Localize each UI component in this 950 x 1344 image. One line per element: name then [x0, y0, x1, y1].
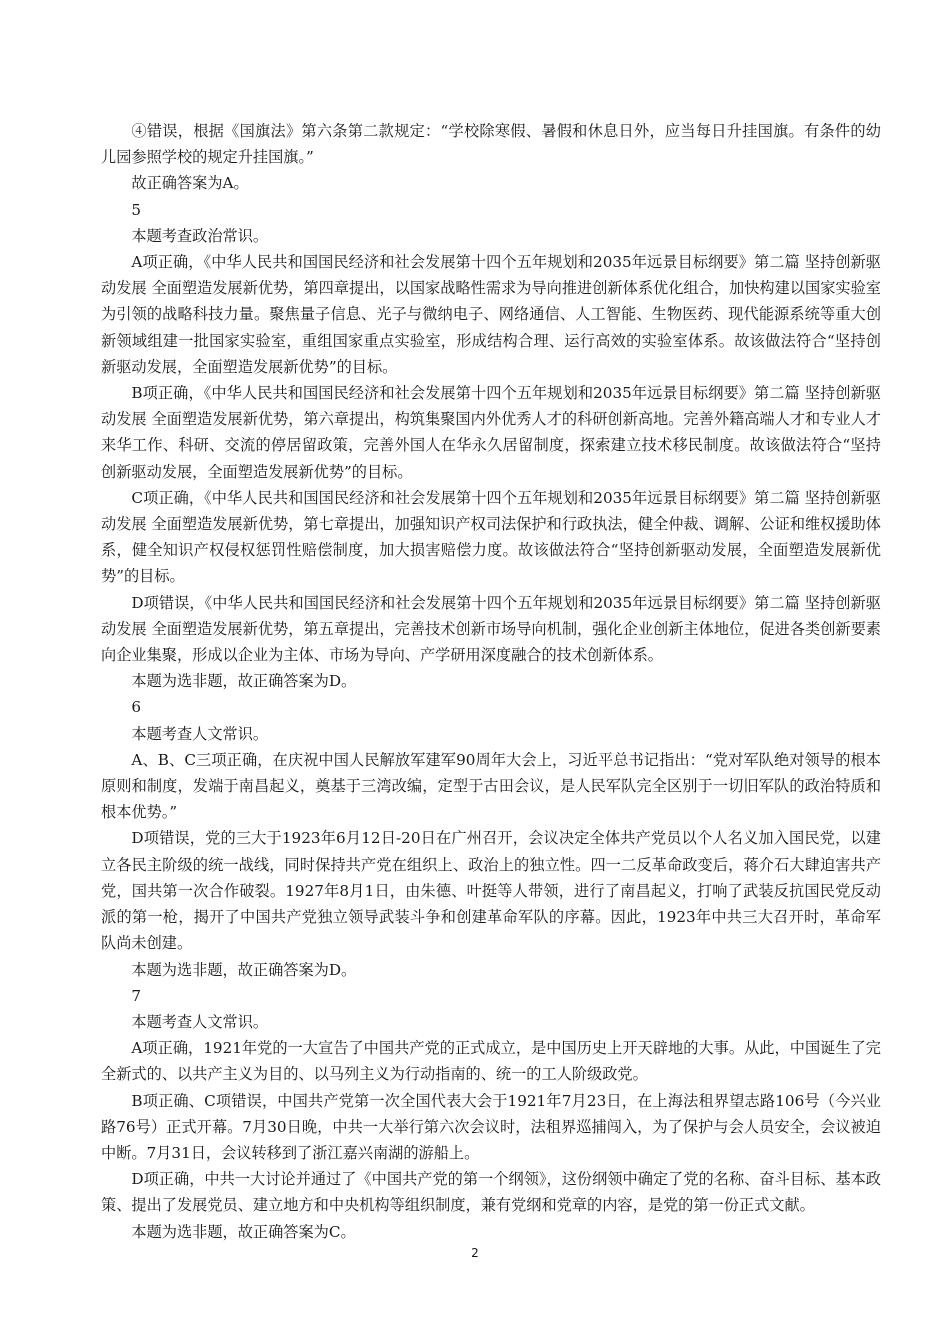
answer-line-q7: 本题为选非题，故正确答案为C。: [131, 1222, 356, 1241]
option-d-q5: D项错误，《中华人民共和国国民经济和社会发展第十四个五年规划和2035年远景目标纲要》第二篇 坚持创新驱动发展 全面塑造发展新优势，第五章提出，完善技术创新市场导向机制，强化企业创新主体地位，促进各类创新要素向企业集聚，形成以企业为主体、市场为导向、产学研用深度融合的技术创新体系。: [101, 593, 881, 665]
answer-line-q5: 本题为选非题，故正确答案为D。: [131, 672, 357, 691]
option-d-q6: D项错误，党的三大于1923年6月12日-20日在广州召开，会议决定全体共产党员以个人名义加入国民党，以建立各民主阶级的统一战线，同时保持共产党在组织上、政治上的独立性。四一二反革命政变后，蒋介石大肆迫害共产党，国共第一次合作破裂。1927年8月1日，由朱德、叶挺等人带领，进行了南昌起义，打响了武装反抗国民党反动派的第一枪，揭开了中国共产党独立领导武装斗争和创建革命军队的序幕。因此，1923年中共三大召开时，革命军队尚未创建。: [101, 829, 881, 953]
answer-line-q6: 本题为选非题，故正确答案为D。: [131, 960, 357, 979]
option-abc-q6: A、B、C三项正确，在庆祝中国人民解放军建军90周年大会上，习近平总书记指出：“党对军队绝对领导的根本原则和制度，发端于南昌起义，奠基于三湾改编，定型于古田会议，是人民军队完全区别于一切旧军队的政治特质和根本优势。”: [101, 750, 881, 822]
option-c-q5: C项正确，《中华人民共和国国民经济和社会发展第十四个五年规划和2035年远景目标纲要》第二篇 坚持创新驱动发展 全面塑造发展新优势，第七章提出，加强知识产权司法保护和行政执法，健全仲裁、调解、公证和维权援助体系，健全知识产权侵权惩罚性赔偿制度，加大损害赔偿力度。故该做法符合“坚持创新驱动发展，全面塑造发展新优势”的目标。: [101, 488, 881, 586]
question-number-5: 5: [131, 200, 142, 219]
topic-line-q7: 本题考查人文常识。: [131, 1012, 269, 1031]
option-d-q7: D项正确，中共一大讨论并通过了《中国共产党的第一个纲领》，这份纲领中确定了党的名称、奋斗目标、基本政策、提出了发展党员、建立地方和中央机构等组织制度，兼有党纲和党章的内容，是党的第一份正式文献。: [101, 1170, 881, 1215]
answer-line-q4: 故正确答案为A。: [131, 174, 249, 193]
paragraph-item-4-explanation: ④错误，根据《国旗法》第六条第二款规定：“学校除寒假、暑假和休息日外，应当每日升挂国旗。有条件的幼儿园参照学校的规定升挂国旗。”: [101, 122, 881, 167]
document-body: [101, 118, 881, 1245]
question-number-6: 6: [131, 698, 142, 717]
option-b-q5: B项正确，《中华人民共和国国民经济和社会发展第十四个五年规划和2035年远景目标纲要》第二篇 坚持创新驱动发展 全面塑造发展新优势，第六章提出，构筑集聚国内外优秀人才的科研创新高地。完善外籍高端人才和专业人才来华工作、科研、交流的停居留政策，完善外国人在华永久居留制度，探索建立技术移民制度。故该做法符合“坚持创新驱动发展，全面塑造发展新优势”的目标。: [101, 384, 881, 481]
topic-line-q6: 本题考查人文常识。: [131, 724, 269, 743]
page-number: 2: [471, 1246, 479, 1260]
topic-line-q5: 本题考查政治常识。: [131, 226, 269, 245]
option-bc-q7: B项正确、C项错误，中国共产党第一次全国代表大会于1921年7月23日，在上海法租界望志路106号（今兴业路76号）正式开幕。7月30日晚，中共一大举行第六次会议时，法租界巡捕闯入，为了保护与会人员安全，会议被迫中断。7月31日，会议转移到了浙江嘉兴南湖的游船上。: [101, 1091, 881, 1162]
option-a-q5: A项正确，《中华人民共和国国民经济和社会发展第十四个五年规划和2035年远景目标纲要》第二篇 坚持创新驱动发展 全面塑造发展新优势，第四章提出，以国家战略性需求为导向推进创新体系优化组合，加快构建以国家实验室为引领的战略科技力量。聚焦量子信息、光子与微纳电子、网络通信、人工智能、生物医药、现代能源系统等重大创新领域组建一批国家实验室，重组国家重点实验室，形成结构合理、运行高效的实验室体系。故该做法符合“坚持创新驱动发展，全面塑造发展新优势”的目标。: [101, 253, 881, 376]
option-a-q7: A项正确，1921年党的一大宣告了中国共产党的正式成立，是中国历史上开天辟地的大事。从此，中国诞生了完全新式的、以共产主义为目的、以马列主义为行动指南的、统一的工人阶级政党。: [101, 1039, 881, 1084]
question-number-7: 7: [131, 986, 142, 1005]
